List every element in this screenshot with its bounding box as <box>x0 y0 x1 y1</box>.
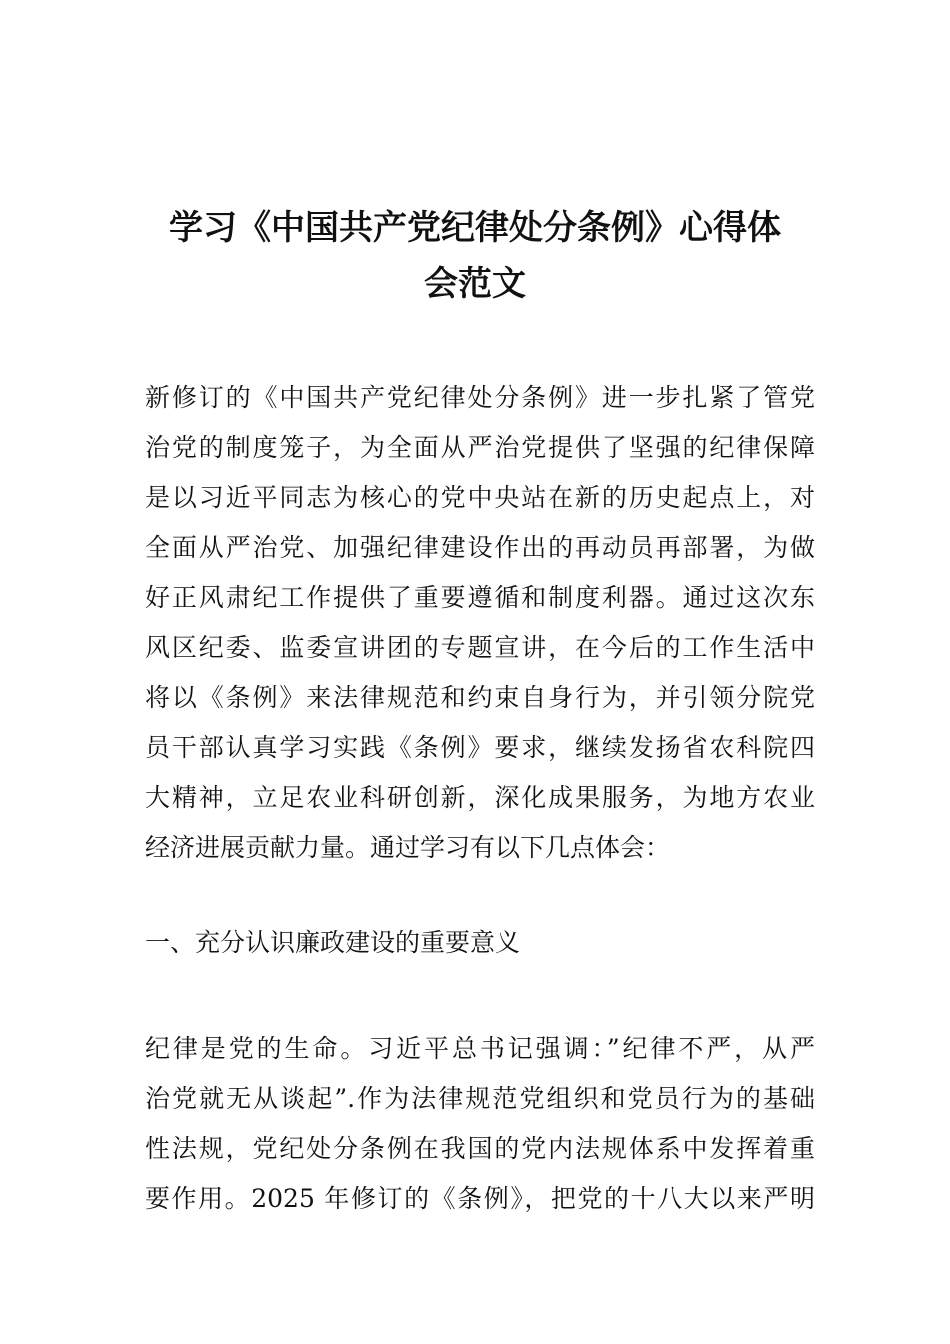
paragraph-line: 纪律是党的生命。习近平总书记强调：”纪律不严，从严 <box>145 1034 815 1063</box>
paragraph-line: 员干部认真学习实践《条例》要求，继续发扬省农科院四 <box>145 733 815 762</box>
paragraph-line: 新修订的《中国共产党纪律处分条例》进一步扎紧了管党 <box>145 383 815 412</box>
paragraph-line: 治党的制度笼子，为全面从严治党提供了坚强的纪律保障 <box>145 433 815 462</box>
paragraph-line: 是以习近平同志为核心的党中央站在新的历史起点上，对 <box>145 483 815 512</box>
section-heading <box>145 918 815 968</box>
paragraph-line: 治党就无从谈起”.作为法律规范党组织和党员行为的基础 <box>145 1084 815 1113</box>
paragraph-line: 性法规，党纪处分条例在我国的党内法规体系中发挥着重 <box>145 1134 815 1163</box>
section-paragraph <box>145 1024 815 1224</box>
paragraph-line: 大精神，立足农业科研创新，深化成果服务，为地方农业 <box>145 783 815 812</box>
section-heading-text: 一、充分认识廉政建设的重要意义 <box>145 928 521 957</box>
title-line: 学习《中国共产党纪律处分条例》心得体 <box>169 208 781 248</box>
title-line: 会范文 <box>424 264 526 304</box>
paragraph-line: 将以《条例》来法律规范和约束自身行为，并引领分院党 <box>145 683 815 712</box>
paragraph-line: 好正风肃纪工作提供了重要遵循和制度利器。通过这次东 <box>145 583 815 612</box>
paragraph-line: 风区纪委、监委宣讲团的专题宣讲，在今后的工作生活中 <box>145 633 815 662</box>
paragraph-line: 经济进展贡献力量。通过学习有以下几点体会： <box>145 833 671 862</box>
paragraph-line: 要作用。2025 年修订的《条例》，把党的十八大以来严明 <box>145 1184 815 1213</box>
document-title <box>120 200 830 312</box>
paragraph-line: 全面从严治党、加强纪律建设作出的再动员再部署，为做 <box>145 533 815 562</box>
intro-paragraph <box>145 373 815 873</box>
